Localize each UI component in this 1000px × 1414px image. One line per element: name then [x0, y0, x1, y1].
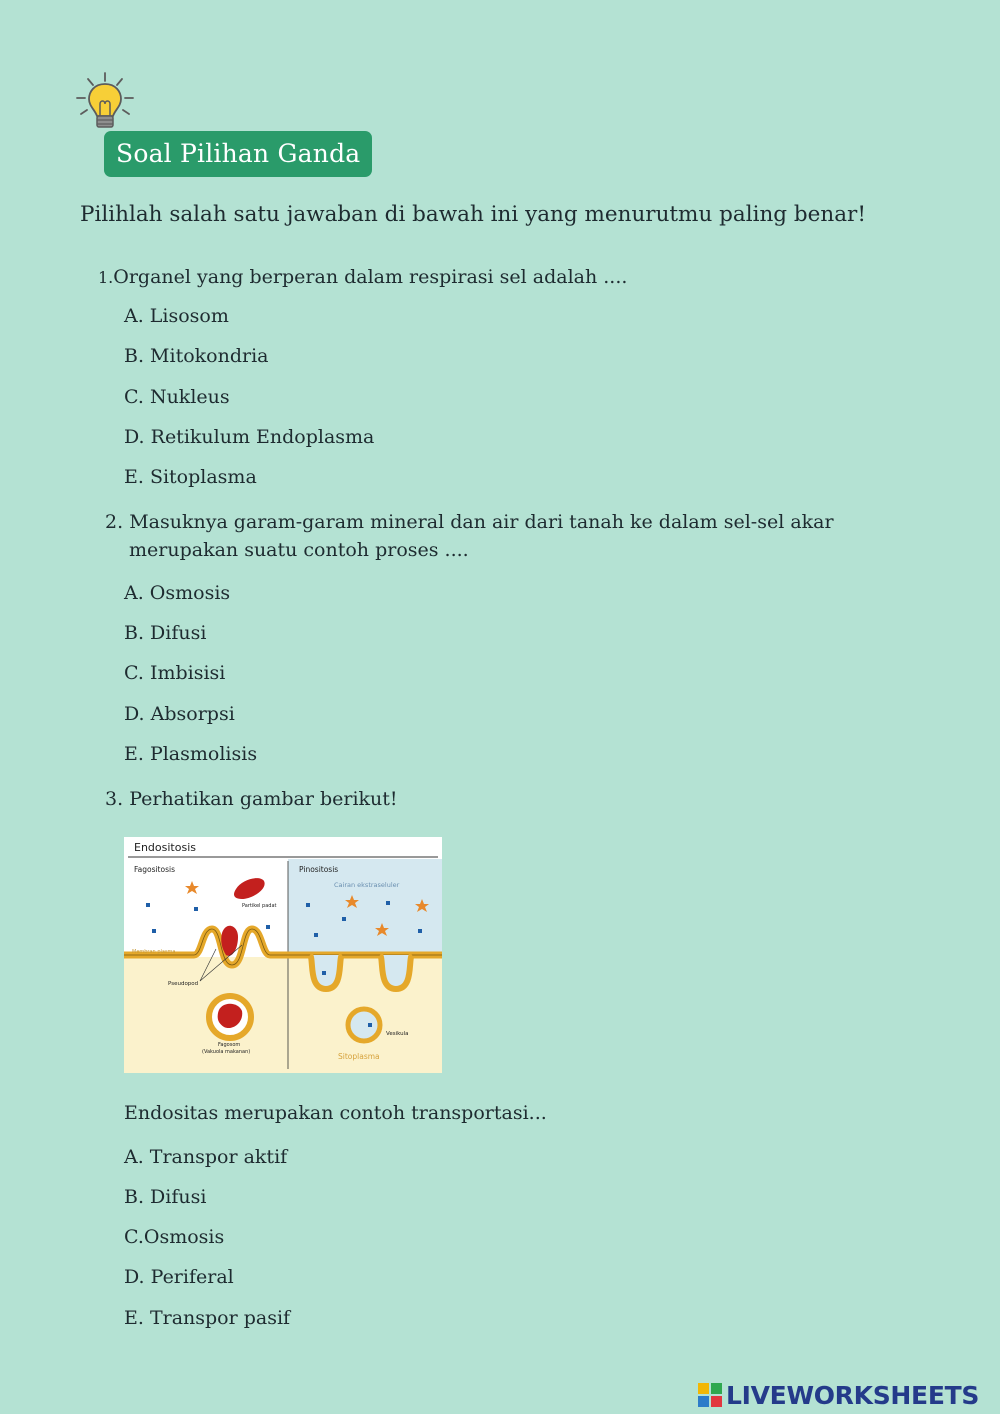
option-3d[interactable]: D. Periferal [124, 1266, 234, 1288]
option-3c[interactable]: C.Osmosis [124, 1226, 225, 1248]
fagositosis-label: Fagositosis [134, 865, 175, 874]
figure-title: Endositosis [134, 841, 196, 854]
question-number: 3. [105, 788, 124, 810]
vakuola-label: (Vakuola makanan) [202, 1049, 251, 1055]
option-3b[interactable]: B. Difusi [124, 1186, 207, 1208]
instruction-text: Pilihlah salah satu jawaban di bawah ini yang menurutmu paling benar! [80, 202, 866, 227]
question-3-followup: Endositas merupakan contoh transportasi... [124, 1102, 547, 1124]
option-2a[interactable]: A. Osmosis [124, 582, 231, 604]
option-2d[interactable]: D. Absorpsi [124, 703, 235, 725]
option-3e[interactable]: E. Transpor pasif [124, 1307, 291, 1329]
liveworksheets-badge-icon [698, 1383, 722, 1407]
option-1b[interactable]: B. Mitokondria [124, 345, 269, 367]
question-text: Masuknya garam-garam mineral dan air dari tanah ke dalam sel-sel akar [129, 511, 834, 533]
question-number: 2. [105, 511, 124, 533]
question-1 [98, 264, 627, 291]
question-text: Organel yang berperan dalam respirasi sel adalah .... [113, 266, 628, 288]
vesikula-label: Vesikula [386, 1031, 409, 1037]
question-text: Perhatikan gambar berikut! [129, 788, 398, 810]
option-1e[interactable]: E. Sitoplasma [124, 466, 257, 488]
option-3a[interactable]: A. Transpor aktif [124, 1146, 288, 1168]
liveworksheets-logo[interactable] [698, 1378, 979, 1412]
page-title: Soal Pilihan Ganda [104, 131, 372, 177]
option-1c[interactable]: C. Nukleus [124, 386, 230, 408]
membran-label: Membran plasma [132, 949, 176, 955]
option-2b[interactable]: B. Difusi [124, 622, 207, 644]
endocytosis-figure [124, 837, 442, 1073]
pseudopod-label: Pseudopod [168, 981, 199, 987]
option-2c[interactable]: C. Imbisisi [124, 662, 226, 684]
option-2e[interactable]: E. Plasmolisis [124, 743, 258, 765]
pinositosis-label: Pinositosis [299, 865, 339, 874]
logo-text: LIVEWORKSHEETS [726, 1380, 980, 1410]
question-2-line2: merupakan suatu contoh proses .... [129, 539, 469, 561]
fagosom-label: Fagosom [218, 1042, 241, 1048]
option-1a[interactable]: A. Lisosom [124, 305, 229, 327]
question-3 [105, 786, 398, 813]
sitoplasma-label: Sitoplasma [338, 1052, 380, 1061]
lightbulb-icon [72, 70, 138, 134]
question-2 [105, 509, 834, 536]
partikel-label: Partikel padat [242, 903, 277, 909]
question-number: 1. [98, 268, 114, 287]
option-1d[interactable]: D. Retikulum Endoplasma [124, 426, 375, 448]
cairan-label: Cairan ekstraseluler [334, 881, 400, 889]
